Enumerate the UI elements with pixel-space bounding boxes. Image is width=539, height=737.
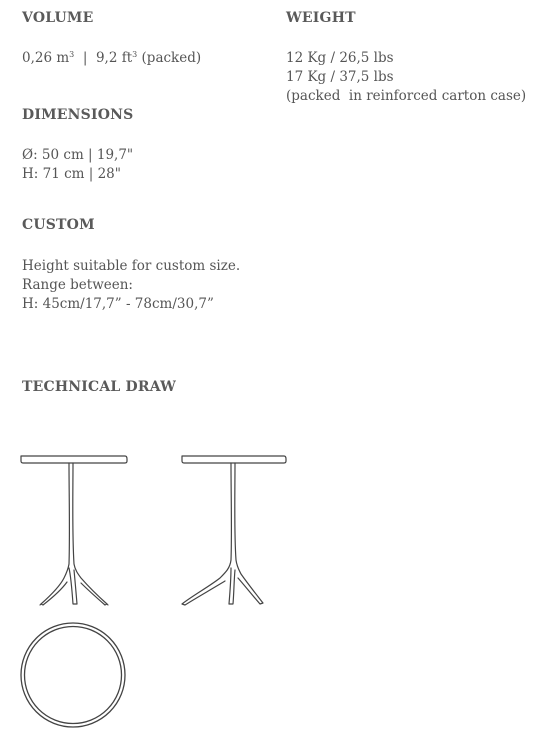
volume-heading: VOLUME — [22, 10, 94, 26]
dimension-line: H: 71 cm | 28" — [22, 166, 121, 182]
weight-line: 17 Kg / 37,5 lbs — [286, 69, 394, 85]
custom-line: Height suitable for custom size. — [22, 258, 241, 274]
weight-values — [286, 49, 526, 106]
custom-heading: CUSTOM — [22, 217, 95, 233]
volume-packed: (packed) — [137, 50, 202, 66]
weight-line: (packed in reinforced carton case) — [286, 88, 527, 104]
side-elevation-drawing — [178, 452, 290, 610]
top-view-drawing — [19, 621, 129, 731]
volume-m3: 0,26 m — [22, 50, 70, 66]
weight-line: 12 Kg / 26,5 lbs — [286, 50, 394, 66]
dimension-line: Ø: 50 cm | 19,7" — [22, 147, 134, 163]
dimensions-heading: DIMENSIONS — [22, 107, 134, 123]
custom-values — [22, 257, 240, 314]
dimensions-values — [22, 146, 133, 184]
custom-line: Range between: — [22, 277, 133, 293]
custom-line: H: 45cm/17,7” - 78cm/30,7” — [22, 296, 214, 312]
front-elevation-drawing — [18, 452, 130, 610]
technical-draw-heading: TECHNICAL DRAW — [22, 379, 176, 395]
volume-value — [22, 49, 201, 68]
volume-ft3: | 9,2 ft — [74, 50, 133, 66]
volume-m3-exponent: 3 — [69, 50, 75, 59]
weight-heading: WEIGHT — [286, 10, 356, 26]
volume-ft3-exponent: 3 — [132, 50, 138, 59]
